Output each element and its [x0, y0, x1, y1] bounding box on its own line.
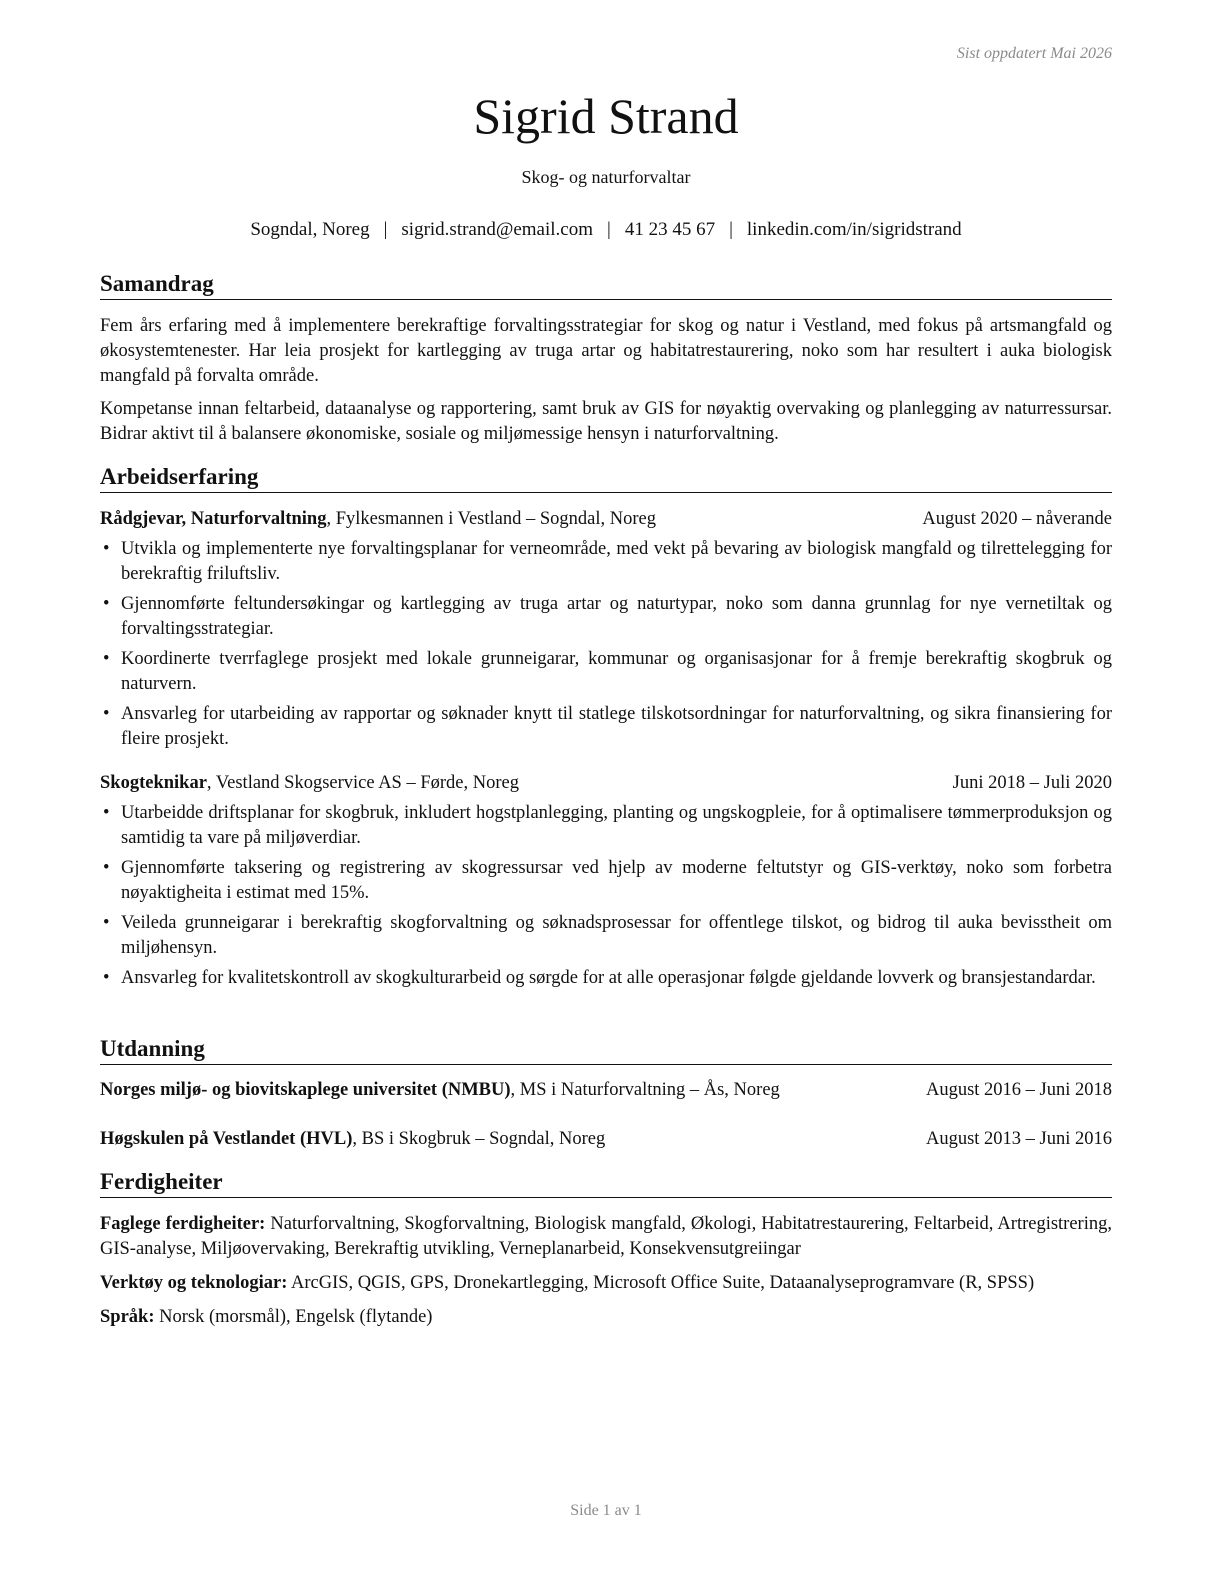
contact-separator: | — [383, 219, 388, 240]
bullet-icon: • — [103, 968, 110, 988]
job-title-line — [100, 507, 656, 532]
skill-text: Norsk (morsmål), Engelsk (flytande) — [154, 1307, 433, 1327]
bullet-icon: • — [103, 858, 110, 878]
education-dates: August 2016 – Juni 2018 — [925, 1080, 1112, 1100]
job-entry — [100, 507, 1112, 752]
job-role: Skogteknikar — [100, 773, 207, 793]
job-header — [100, 507, 1112, 532]
education-entry — [100, 1078, 1112, 1103]
section-heading: Ferdigheiter — [100, 1168, 1112, 1198]
skill-line — [100, 1212, 1112, 1262]
summary-paragraph: Kompetanse innan feltarbeid, dataanalyse og rapportering, samt bruk av GIS for nøyaktig overvaking og planlegging av naturressursar. Bidrar aktivt til å balansere økonomiske, sosiale og miljømessige hensyn i naturforvaltning. — [100, 399, 1112, 444]
bullet-icon: • — [103, 803, 110, 823]
bullet-text: Veileda grunneigarar i berekraftig skogforvaltning og søknadsprosessar for offentlege tilskot, og bidrog til auka bevisstheit om miljøhensyn. — [121, 913, 1112, 958]
education-school: Norges miljø- og biovitskaplege universitet (NMBU) — [100, 1080, 511, 1100]
bullet-text: Koordinerte tverrfaglege prosjekt med lokale grunneigarar, kommunar og organisasjonar for å fremje berekraftig skogbruk og naturvern. — [121, 649, 1112, 694]
education-dates: August 2013 – Juni 2016 — [925, 1129, 1112, 1149]
job-header — [100, 771, 1112, 796]
last-updated-note: Sist oppdatert Mai 2026 — [956, 45, 1112, 62]
bullet-text: Utarbeidde driftsplanar for skogbruk, inkludert hogstplanlegging, planting og ungskogpleie, for å optimalisere tømmerproduksjon og samtidig ta vare på miljøverdiar. — [121, 803, 1112, 848]
contact-phone: 41 23 45 67 — [624, 219, 716, 240]
section-heading: Utdanning — [100, 1035, 1112, 1065]
experience-section — [100, 463, 1112, 991]
bullet-text: Ansvarleg for kvalitetskontroll av skogkulturarbeid og sørgde for at alle operasjonar følgde gjeldande lovverk og bransjestandardar. — [121, 968, 1096, 988]
education-degree: , BS i Skogbruk – Sogndal, Noreg — [352, 1129, 606, 1149]
summary-section — [100, 270, 1112, 447]
job-dates: August 2020 – nåverande — [922, 509, 1112, 529]
section-heading: Samandrag — [100, 270, 1112, 300]
bullet-text: Gjennomførte taksering og registrering av skogressursar ved hjelp av moderne feltutstyr og GIS-verktøy, noko som forbetra nøyaktigheita i estimat med 15%. — [121, 858, 1112, 903]
list-item — [100, 702, 1112, 752]
skill-label: Språk: — [100, 1307, 155, 1327]
skill-line — [100, 1305, 1112, 1330]
job-bullets — [100, 801, 1112, 991]
skill-label: Faglege ferdigheiter: — [100, 1214, 266, 1234]
bullet-icon: • — [103, 539, 110, 559]
list-item — [100, 592, 1112, 642]
job-role: Rådgjevar, Naturforvaltning — [100, 509, 327, 529]
bullet-text: Gjennomførte feltundersøkingar og kartlegging av truga artar og naturtypar, noko som danna grunnlag for nye vernetiltak og forvaltingsstrategiar. — [121, 594, 1112, 639]
education-title-line — [100, 1127, 605, 1152]
contact-email[interactable]: sigrid.strand@email.com — [401, 219, 594, 240]
skill-text: Naturforvaltning, Skogforvaltning, Biologisk mangfald, Økologi, Habitatrestaurering, Feltarbeid, Artregistrering, GIS-analyse, Miljøovervaking, Berekraftig utvikling, Verneplanarbeid, Konsekvensutgreiingar — [100, 1214, 1112, 1259]
section-heading: Arbeidserfaring — [100, 463, 1112, 493]
list-item — [100, 911, 1112, 961]
bullet-icon: • — [103, 649, 110, 669]
list-item — [100, 801, 1112, 851]
contact-separator: | — [607, 219, 611, 240]
list-item — [100, 647, 1112, 697]
list-item — [100, 537, 1112, 587]
bullet-icon: • — [103, 704, 110, 724]
education-entry — [100, 1127, 1112, 1152]
page-number: Side 1 av 1 — [570, 1502, 642, 1519]
skill-text: ArcGIS, QGIS, GPS, Dronekartlegging, Microsoft Office Suite, Dataanalyseprogramvare (R, SPSS) — [287, 1273, 1035, 1293]
skill-label: Verktøy og teknologiar: — [100, 1273, 288, 1293]
education-school: Høgskulen på Vestlandet (HVL) — [100, 1129, 353, 1149]
resume-page — [100, 0, 1112, 1584]
job-dates: Juni 2018 – Juli 2020 — [952, 773, 1112, 793]
contact-linkedin[interactable]: linkedin.com/in/sigridstrand — [746, 219, 962, 240]
education-title-line — [100, 1078, 780, 1103]
contact-separator: | — [729, 219, 733, 240]
bullet-icon: • — [103, 913, 110, 933]
skill-line — [100, 1271, 1112, 1296]
job-bullets — [100, 537, 1112, 752]
summary-paragraph: Fem års erfaring med å implementere berekraftige forvaltingsstrategiar for skog og natur i Vestland, med fokus på artsmangfald og økosystemtenester. Har leia prosjekt for kartlegging av truga artar og habitatrestaurering, noko som har resultert i auka biologisk mangfald på forvalta område. — [100, 316, 1112, 386]
contact-location: Sogndal, Noreg — [250, 219, 370, 240]
education-section — [100, 1035, 1112, 1152]
contact-line — [100, 219, 1112, 241]
job-entry — [100, 771, 1112, 991]
job-organization: , Fylkesmannen i Vestland – Sogndal, Noreg — [326, 509, 656, 529]
bullet-text: Utvikla og implementerte nye forvaltingsplanar for verneområde, med vekt på bevaring av biologisk mangfald og tilrettelegging for berekraftig friluftsliv. — [121, 539, 1112, 584]
education-degree: , MS i Naturforvaltning – Ås, Noreg — [510, 1080, 780, 1100]
bullet-icon: • — [103, 594, 110, 614]
skills-section — [100, 1168, 1112, 1330]
list-item — [100, 966, 1112, 991]
list-item — [100, 856, 1112, 906]
candidate-name: Sigrid Strand — [473, 88, 739, 144]
candidate-title: Skog- og naturforvaltar — [521, 167, 691, 187]
job-organization: , Vestland Skogservice AS – Førde, Noreg — [206, 773, 519, 793]
bullet-text: Ansvarleg for utarbeiding av rapportar og søknader knytt til statlege tilskotsordningar for naturforvaltning, og sikra finansiering for fleire prosjekt. — [121, 704, 1112, 749]
job-title-line — [100, 771, 519, 796]
